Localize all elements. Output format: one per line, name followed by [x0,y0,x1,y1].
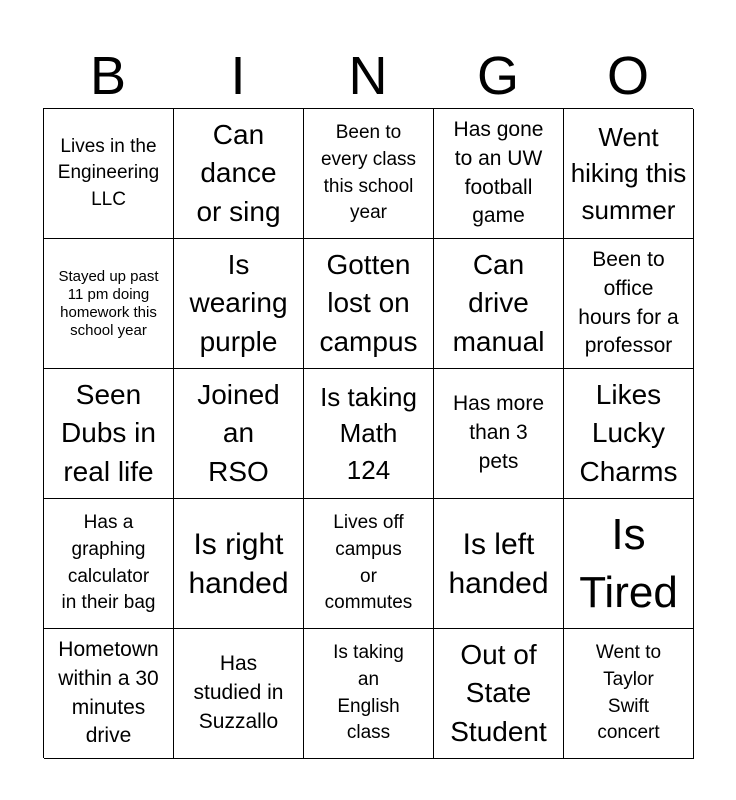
bingo-cell-r2c1[interactable] [44,239,174,369]
bingo-cell-r5c3[interactable] [304,629,434,759]
bingo-cell-r3c1[interactable] [44,369,174,499]
cell-text: Has studied in Suzzallo [193,652,284,733]
cell-text: Is taking Math 124 [320,381,417,485]
cell-text: Went hiking this summer [570,121,687,225]
bingo-cell-r5c4[interactable] [434,629,564,759]
bingo-cell-r5c1[interactable] [44,629,174,759]
bingo-cell-r2c4[interactable] [434,239,564,369]
bingo-board [43,108,693,758]
cell-text: Been to every class this school year [320,122,417,224]
bingo-cell-r4c2[interactable] [174,499,304,629]
bingo-cell-r3c3[interactable] [304,369,434,499]
cell-text: Is wearing purple [189,248,288,357]
cell-text: Out of State Student [450,638,547,747]
bingo-cell-r2c2[interactable] [174,239,304,369]
cell-text: Has gone to an UW football game [453,117,544,228]
header-letter-o: O [606,46,649,106]
cell-text: Likes Lucky Charms [579,378,678,487]
bingo-cell-r1c2[interactable] [174,109,304,239]
cell-text: Is left handed [448,527,549,600]
cell-text: Can drive manual [452,248,545,357]
cell-text: Lives in the Engineering LLC [57,135,160,210]
bingo-cell-r5c2[interactable] [174,629,304,759]
header-letter-i: I [230,46,246,106]
bingo-cell-r1c4[interactable] [434,109,564,239]
bingo-cell-r5c5[interactable] [564,629,694,759]
bingo-cell-r4c3[interactable] [304,499,434,629]
header-letter-b: B [89,46,127,106]
bingo-cell-r1c5[interactable] [564,109,694,239]
cell-text: Joined an RSO [197,378,280,487]
bingo-cell-r4c4[interactable] [434,499,564,629]
cell-text: Has a graphing calculator in their bag [61,512,156,614]
cell-text: Is taking an English class [333,642,404,744]
bingo-cell-r4c5[interactable] [564,499,694,629]
bingo-cell-r2c3[interactable] [304,239,434,369]
bingo-cell-r3c4[interactable] [434,369,564,499]
bingo-cell-r1c3[interactable] [304,109,434,239]
cell-text: Gotten lost on campus [319,248,418,357]
bingo-cell-r3c2[interactable] [174,369,304,499]
header-letter-n: N [348,46,388,106]
bingo-cell-r3c5[interactable] [564,369,694,499]
cell-text: Has more than 3 pets [452,392,545,473]
cell-text: Went to Taylor Swift concert [595,642,662,744]
header-letter-g: G [476,46,519,106]
cell-text: Is right handed [188,527,289,600]
bingo-header [43,44,693,108]
bingo-cell-r4c1[interactable] [44,499,174,629]
bingo-cell-r2c5[interactable] [564,239,694,369]
cell-text: Hometown within a 30 minutes drive [58,637,159,748]
cell-text: Seen Dubs in real life [61,378,156,487]
cell-text: Been to office hours for a professor [578,247,679,358]
cell-text: Stayed up past 11 pm doing homework this school year [58,267,159,339]
cell-text: Can dance or sing [196,118,281,227]
cell-text: Lives off campus or commutes [324,512,413,614]
bingo-cell-r1c1[interactable] [44,109,174,239]
cell-text: Is Tired [579,510,678,617]
